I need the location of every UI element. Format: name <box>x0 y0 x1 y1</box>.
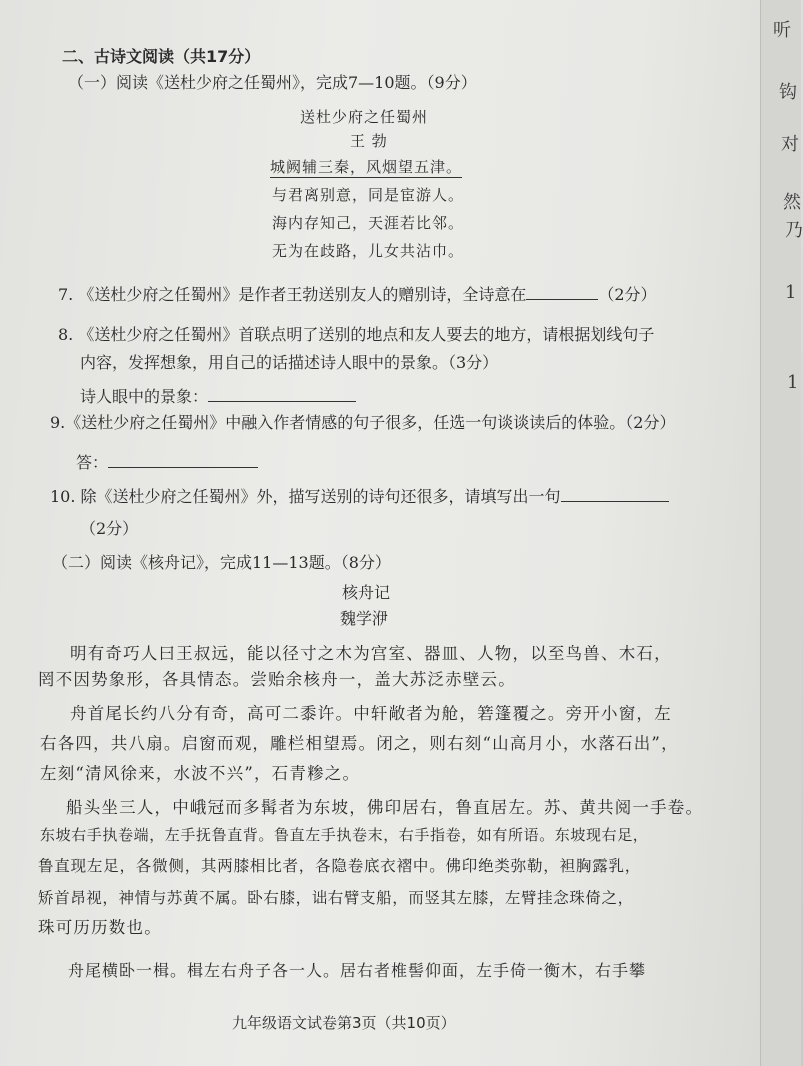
poem-title: 送杜少府之任蜀州 <box>300 108 429 126</box>
edge-char: 1 <box>787 372 799 393</box>
article-author: 魏学洢 <box>340 609 389 628</box>
prose-line: 东坡右手执卷端，左手抚鲁直背。鲁直左手执卷末，右手指卷，如有所语。东坡现右足， <box>40 826 649 844</box>
article-title: 核舟记 <box>342 583 391 602</box>
prose-line: 左刻“清风徐来，水波不兴”，石青糁之。 <box>40 764 361 783</box>
prose-line: 船头坐三人，中峨冠而多髯者为东坡，佛印居右，鲁直居左。苏、黄共阅一手卷。 <box>66 798 704 817</box>
question-8-line2: 内容，发挥想象，用自己的话描述诗人眼中的景象。（3分） <box>80 353 499 372</box>
edge-char: 钩 <box>779 82 797 103</box>
answer-blank[interactable] <box>108 467 258 468</box>
poem-author: 王 勃 <box>350 132 388 150</box>
poem-line-underlined: 城阙辅三秦，风烟望五津。 <box>270 158 463 176</box>
answer-label: 诗人眼中的景象： <box>80 387 209 406</box>
answer-label: 答： <box>76 453 109 472</box>
question-7-text: 7. 《送杜少府之任蜀州》是作者王勃送别友人的赠别诗，全诗意在 <box>58 285 527 304</box>
adjacent-page-edge <box>760 0 801 1066</box>
prose-line: 珠可历历数也。 <box>38 918 162 937</box>
prose-line: 舟尾横卧一楫。楫左右舟子各一人。居右者椎髻仰面，左手倚一衡木，右手攀 <box>68 961 647 980</box>
answer-blank[interactable] <box>208 401 356 402</box>
answer-blank[interactable] <box>561 501 669 502</box>
question-10 <box>50 484 669 507</box>
question-9-answer <box>76 450 258 473</box>
part2-heading: （二）阅读《核舟记》，完成11—13题。（8分） <box>52 553 391 572</box>
edge-char: 听 <box>773 20 791 41</box>
edge-char: 对 <box>781 134 799 155</box>
question-7-score: （2分） <box>598 285 657 304</box>
section-heading: 二、古诗文阅读（共17分） <box>62 47 261 66</box>
edge-char: 乃 <box>785 220 803 241</box>
edge-char: 然 <box>783 192 801 213</box>
poem-line: 海内存知己，天涯若比邻。 <box>272 214 465 232</box>
question-9: 9.《送杜少府之任蜀州》中融入作者情感的句子很多，任选一句谈谈读后的体验。（2分） <box>50 413 676 432</box>
question-8-line1: 8. 《送杜少府之任蜀州》首联点明了送别的地点和友人要去的地方，请根据划线句子 <box>58 325 655 344</box>
prose-line: 罔不因势象形，各具情态。尝贻余核舟一，盖大苏泛赤壁云。 <box>38 670 516 689</box>
prose-line: 舟首尾长约八分有奇，高可二黍许。中轩敞者为舱，箬篷覆之。旁开小窗，左 <box>70 704 672 723</box>
edge-char: 1 <box>785 282 797 303</box>
prose-line: 鲁直现左足，各微侧，其两膝相比者，各隐卷底衣褶中。佛印绝类弥勒，袒胸露乳， <box>38 857 642 875</box>
poem-line: 无为在歧路，儿女共沾巾。 <box>272 242 465 260</box>
question-7 <box>58 282 657 305</box>
prose-line: 右各四，共八扇。启窗而观，雕栏相望焉。闭之，则右刻“山高月小，水落石出”， <box>40 734 679 753</box>
page-footer: 九年级语文试卷第3页（共10页） <box>232 1014 456 1032</box>
part1-heading: （一）阅读《送杜少府之任蜀州》，完成7—10题。（9分） <box>68 73 477 92</box>
question-10-text: 10. 除《送杜少府之任蜀州》外，描写送别的诗句还很多，请填写出一句 <box>50 487 561 506</box>
question-8-answer <box>80 384 356 407</box>
question-10-score: （2分） <box>80 519 139 538</box>
prose-line: 明有奇巧人曰王叔远，能以径寸之木为宫室、器皿、人物，以至鸟兽、木石， <box>70 644 672 663</box>
poem-line: 与君离别意，同是宦游人。 <box>272 186 465 204</box>
prose-line: 矫首昂视，神情与苏黄不属。卧右膝，诎右臂支船，而竖其左膝，左臂挂念珠倚之， <box>38 889 634 907</box>
answer-blank[interactable] <box>526 299 598 300</box>
